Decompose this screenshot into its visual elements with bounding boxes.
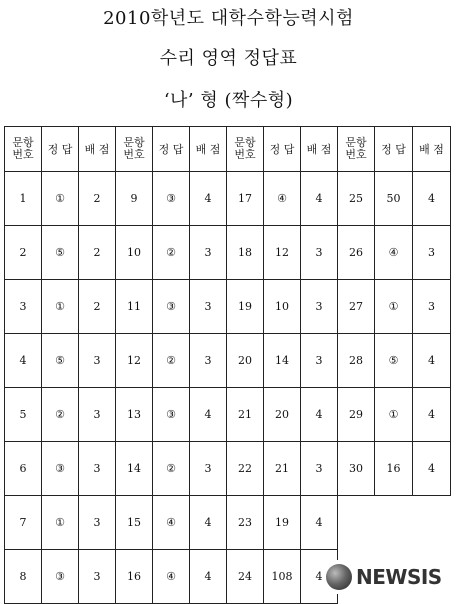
question-number-cell: 6 <box>5 442 42 496</box>
header-number <box>227 127 264 172</box>
score-cell: 3 <box>79 388 116 442</box>
answer-cell: ④ <box>264 172 301 226</box>
newsis-logo-text: NEWSIS <box>356 565 442 589</box>
answer-cell: 108 <box>264 550 301 604</box>
header-number <box>5 127 42 172</box>
question-number-cell: 14 <box>116 442 153 496</box>
score-cell: 4 <box>301 550 338 604</box>
score-cell: 3 <box>79 496 116 550</box>
question-number-cell: 8 <box>5 550 42 604</box>
answer-cell: ① <box>375 280 413 334</box>
header-answer-label: 정 답 <box>381 142 406 156</box>
score-cell: 3 <box>79 550 116 604</box>
question-number-cell: 16 <box>116 550 153 604</box>
score-cell: 3 <box>301 334 338 388</box>
table-row <box>5 334 451 388</box>
table-row <box>5 442 451 496</box>
score-cell: 3 <box>301 442 338 496</box>
score-cell: 3 <box>413 280 451 334</box>
question-number-cell: 7 <box>5 496 42 550</box>
table-row <box>5 280 451 334</box>
score-cell: 4 <box>413 388 451 442</box>
header-number <box>338 127 375 172</box>
score-cell: 3 <box>79 442 116 496</box>
newsis-watermark <box>322 560 457 594</box>
answer-cell: 19 <box>264 496 301 550</box>
table-row <box>5 172 451 226</box>
score-cell: 4 <box>301 172 338 226</box>
question-number-cell: 21 <box>227 388 264 442</box>
empty-cell <box>375 496 413 550</box>
question-number-cell: 26 <box>338 226 375 280</box>
exam-title: 2010학년도 대학수학능력시험 <box>103 8 354 29</box>
question-number-cell: 13 <box>116 388 153 442</box>
subject-title: 수리 영역 정답표 <box>159 48 298 69</box>
header-answer-label: 정 답 <box>269 142 295 156</box>
header-score-label: 배 점 <box>306 142 332 156</box>
question-number-cell: 27 <box>338 280 375 334</box>
header-score-label: 배 점 <box>84 142 110 156</box>
question-number-cell: 10 <box>116 226 153 280</box>
score-cell: 3 <box>301 280 338 334</box>
empty-cell <box>413 496 451 550</box>
score-cell: 4 <box>190 172 227 226</box>
answer-cell: 12 <box>264 226 301 280</box>
header-answer-label: 정 답 <box>158 142 184 156</box>
header-answer <box>153 127 190 172</box>
score-cell: 4 <box>413 442 451 496</box>
answer-cell: 21 <box>264 442 301 496</box>
question-number-cell: 30 <box>338 442 375 496</box>
answer-cell: ⑤ <box>42 226 79 280</box>
question-number-cell: 17 <box>227 172 264 226</box>
question-number-cell: 24 <box>227 550 264 604</box>
answer-cell: ③ <box>153 280 190 334</box>
question-number-cell: 3 <box>5 280 42 334</box>
question-number-cell: 11 <box>116 280 153 334</box>
question-number-cell: 29 <box>338 388 375 442</box>
score-cell: 3 <box>190 334 227 388</box>
answer-cell: ① <box>42 496 79 550</box>
score-cell: 4 <box>190 388 227 442</box>
answer-cell: ⑤ <box>42 334 79 388</box>
table-row <box>5 388 451 442</box>
question-number-cell: 12 <box>116 334 153 388</box>
score-cell: 3 <box>301 226 338 280</box>
question-number-cell: 19 <box>227 280 264 334</box>
score-cell: 4 <box>413 172 451 226</box>
table-header-row <box>5 127 451 172</box>
answer-cell: ② <box>42 388 79 442</box>
answer-cell: ② <box>153 226 190 280</box>
question-number-cell: 25 <box>338 172 375 226</box>
score-cell: 4 <box>301 388 338 442</box>
score-cell: 4 <box>413 334 451 388</box>
answer-cell: ② <box>153 442 190 496</box>
score-cell: 2 <box>79 172 116 226</box>
header-number-label: 문항번호 <box>345 136 367 161</box>
header-score <box>190 127 227 172</box>
score-cell: 3 <box>190 280 227 334</box>
header-score <box>301 127 338 172</box>
question-number-cell: 2 <box>5 226 42 280</box>
question-number-cell: 4 <box>5 334 42 388</box>
answer-cell: ① <box>42 280 79 334</box>
header-answer <box>42 127 79 172</box>
header-score-label: 배 점 <box>419 142 444 156</box>
question-number-cell: 18 <box>227 226 264 280</box>
question-number-cell: 15 <box>116 496 153 550</box>
answer-cell: ③ <box>42 442 79 496</box>
question-number-cell: 22 <box>227 442 264 496</box>
answer-cell: ② <box>153 334 190 388</box>
answer-cell: ③ <box>153 388 190 442</box>
answer-key-table <box>4 126 451 604</box>
score-cell: 3 <box>413 226 451 280</box>
empty-cell <box>338 496 375 550</box>
question-number-cell: 20 <box>227 334 264 388</box>
score-cell: 4 <box>190 496 227 550</box>
answer-cell: 20 <box>264 388 301 442</box>
answer-cell: ③ <box>42 550 79 604</box>
answer-cell: ④ <box>153 550 190 604</box>
score-cell: 2 <box>79 226 116 280</box>
header-score-label: 배 점 <box>195 142 221 156</box>
answer-cell: 14 <box>264 334 301 388</box>
answer-cell: ④ <box>375 226 413 280</box>
question-number-cell: 1 <box>5 172 42 226</box>
answer-cell: ① <box>42 172 79 226</box>
header-number-label: 문항번호 <box>234 136 256 161</box>
question-number-cell: 23 <box>227 496 264 550</box>
answer-cell: 50 <box>375 172 413 226</box>
header-number-label: 문항번호 <box>12 136 34 161</box>
header-number <box>116 127 153 172</box>
header-score <box>79 127 116 172</box>
score-cell: 3 <box>79 334 116 388</box>
table-row <box>5 226 451 280</box>
table-row <box>5 496 451 550</box>
score-cell: 4 <box>190 550 227 604</box>
answer-cell: 10 <box>264 280 301 334</box>
table-body <box>5 172 451 604</box>
header-answer <box>375 127 413 172</box>
score-cell: 3 <box>190 226 227 280</box>
header-answer-label: 정 답 <box>47 142 73 156</box>
answer-cell: ③ <box>153 172 190 226</box>
score-cell: 3 <box>190 442 227 496</box>
question-number-cell: 9 <box>116 172 153 226</box>
newsis-logo-icon <box>326 564 352 590</box>
answer-cell: ① <box>375 388 413 442</box>
score-cell: 2 <box>79 280 116 334</box>
header-number-label: 문항번호 <box>123 136 145 161</box>
answer-cell: ④ <box>153 496 190 550</box>
answer-cell: ⑤ <box>375 334 413 388</box>
header-score <box>413 127 451 172</box>
question-number-cell: 28 <box>338 334 375 388</box>
answer-cell: 16 <box>375 442 413 496</box>
question-number-cell: 5 <box>5 388 42 442</box>
header-answer <box>264 127 301 172</box>
form-type-title: ‘나’ 형 (짝수형) <box>163 90 294 111</box>
score-cell: 4 <box>301 496 338 550</box>
